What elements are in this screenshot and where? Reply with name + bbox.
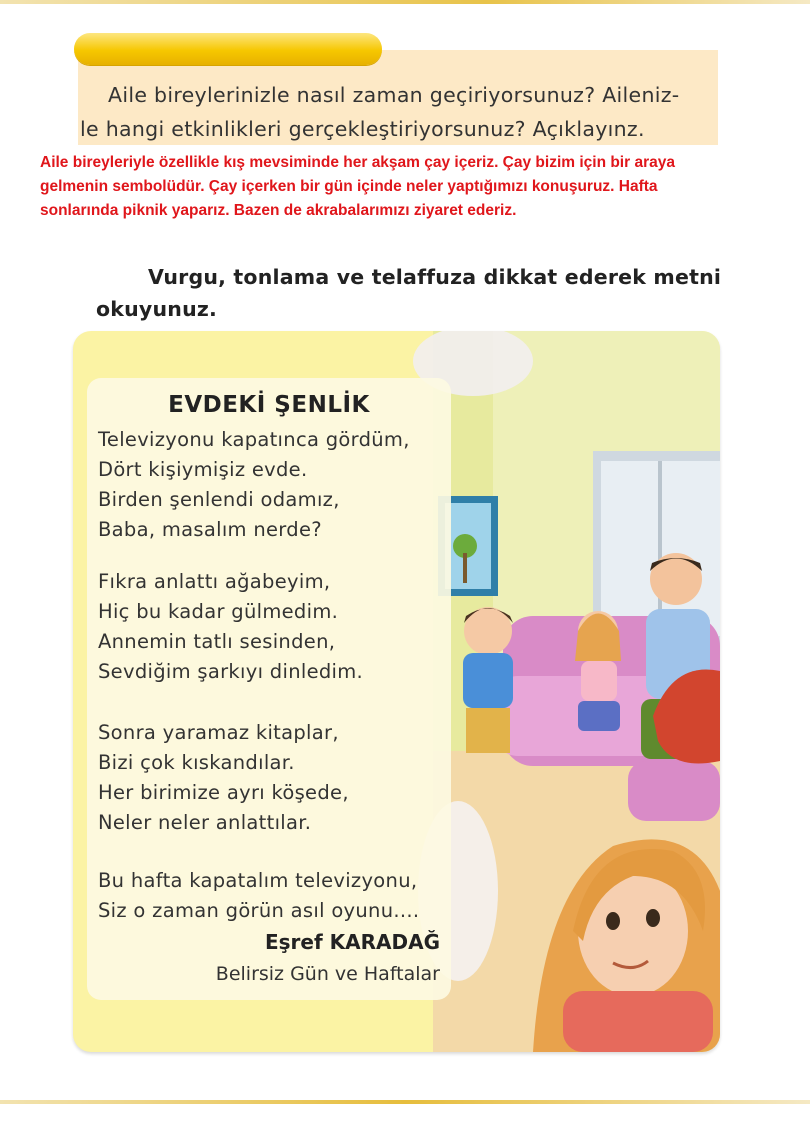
poem-line: Neler neler anlattılar.: [98, 811, 312, 834]
poem-stanza-3: [98, 718, 458, 838]
question-text: [80, 78, 708, 146]
poem-line: Annemin tatlı sesinden,: [98, 630, 336, 653]
poem-line: Her birimize ayrı köşede,: [98, 781, 349, 804]
poem-line: Birden şenlendi odamız,: [98, 488, 340, 511]
poem-line: Sonra yaramaz kitaplar,: [98, 721, 339, 744]
poem-stanza-2: [98, 567, 458, 687]
poem-stanza-4: [98, 866, 458, 926]
poem-stanza-1: [98, 425, 458, 545]
poem-line: Baba, masalım nerde?: [98, 518, 322, 541]
poem-line: Siz o zaman görün asıl oyunu....: [98, 899, 420, 922]
poem-line: Fıkra anlattı ağabeyim,: [98, 570, 331, 593]
top-divider: [0, 0, 810, 4]
poem-line: Bu hafta kapatalım televizyonu,: [98, 869, 418, 892]
poem-title: EVDEKİ ŞENLİK: [168, 392, 370, 418]
poem-line: Sevdiğim şarkıyı dinledim.: [98, 660, 364, 683]
poem-author: Eşref KARADAĞ: [264, 930, 440, 954]
question-line-2: le hangi etkinlikleri gerçekleştiriyorsunuz? Açıklayınz.: [80, 117, 645, 141]
reading-instruction: [96, 261, 762, 325]
section-tab-decoration: [74, 33, 382, 65]
answer-text: [40, 151, 770, 223]
poem-line: Televizyonu kapatınca gördüm,: [98, 428, 410, 451]
answer-line-3: sonlarında piknik yaparız. Bazen de akrabalarımızı ziyaret ederiz.: [40, 202, 517, 219]
bottom-divider: [0, 1100, 810, 1104]
answer-line-1: Aile bireyleriyle özellikle kış mevsiminde her akşam çay içeriz. Çay bizim için bir araya: [40, 154, 675, 171]
answer-line-2: gelmenin sembolüdür. Çay içerken bir gün içinde neler yaptığımızı konuşuruz. Hafta: [40, 178, 658, 195]
poem-line: Hiç bu kadar gülmedim.: [98, 600, 339, 623]
instruction-line-1: Vurgu, tonlama ve telaffuza dikkat ederek metni: [148, 265, 722, 289]
question-line-1: Aile bireylerinizle nasıl zaman geçiriyorsunuz? Aileniz-: [108, 83, 680, 107]
poem-line: Bizi çok kıskandılar.: [98, 751, 295, 774]
poem-source: Belirsiz Gün ve Haftalar: [215, 963, 440, 985]
instruction-line-2: okuyunuz.: [96, 297, 217, 321]
poem-line: Dört kişiymişiz evde.: [98, 458, 308, 481]
